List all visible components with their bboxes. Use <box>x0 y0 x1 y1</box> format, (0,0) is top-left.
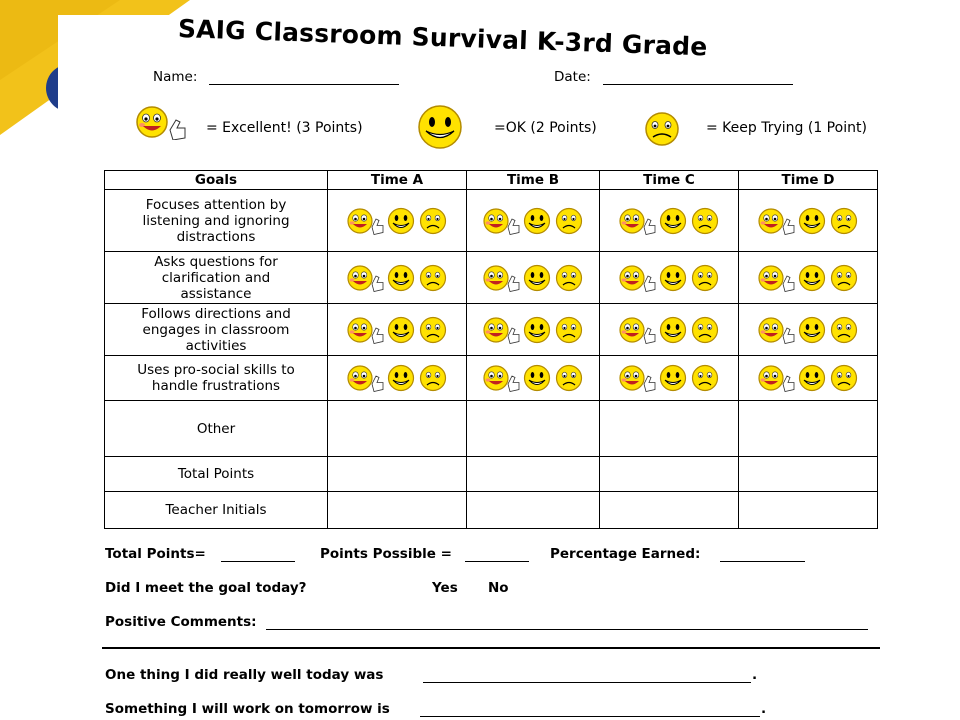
did-well-label: One thing I did really well today was <box>105 667 384 683</box>
keep-trying-face-icon <box>418 316 448 344</box>
entry-cell[interactable] <box>328 492 467 529</box>
keep-trying-face-icon <box>829 207 859 235</box>
excellent-face-icon <box>346 316 384 344</box>
keep-trying-face-icon <box>690 264 720 292</box>
keep-trying-face-icon <box>418 364 448 392</box>
excellent-face-icon <box>757 207 795 235</box>
did-well-field[interactable] <box>423 682 751 683</box>
rating-cell[interactable] <box>739 190 878 252</box>
rating-faces[interactable] <box>739 316 877 344</box>
keep-trying-face-icon <box>554 264 584 292</box>
ok-face-icon <box>658 207 688 235</box>
entry-cell[interactable] <box>600 401 739 457</box>
rating-cell[interactable] <box>467 252 600 304</box>
legend-excellent: = Excellent! (3 Points) <box>206 120 363 136</box>
excellent-face-icon <box>757 264 795 292</box>
keep-trying-face-icon <box>640 112 684 146</box>
divider <box>102 647 880 649</box>
percentage-field[interactable] <box>720 561 805 562</box>
rating-faces[interactable] <box>739 207 877 235</box>
rating-cell[interactable] <box>600 190 739 252</box>
excellent-face-icon <box>134 104 192 140</box>
rating-cell[interactable] <box>467 304 600 356</box>
rating-faces[interactable] <box>600 207 738 235</box>
excellent-face-icon <box>482 364 520 392</box>
ok-face-icon <box>386 364 416 392</box>
entry-cell[interactable] <box>739 492 878 529</box>
keep-trying-face-icon <box>554 364 584 392</box>
page-title: SAIG Classroom Survival K-3rd Grade <box>177 14 708 62</box>
entry-cell[interactable] <box>467 401 600 457</box>
total-points-label: Total Points= <box>105 546 206 562</box>
percentage-label: Percentage Earned: <box>550 546 701 562</box>
table-row <box>105 190 878 252</box>
entry-cell[interactable] <box>328 457 467 492</box>
rating-faces[interactable] <box>600 364 738 392</box>
excellent-face-icon <box>757 364 795 392</box>
ok-face-icon <box>658 364 688 392</box>
excellent-face-icon <box>346 264 384 292</box>
ok-face-icon <box>658 316 688 344</box>
ok-face-icon <box>386 207 416 235</box>
entry-cell[interactable] <box>739 457 878 492</box>
keep-trying-face-icon <box>418 207 448 235</box>
ok-face-icon <box>658 264 688 292</box>
excellent-face-icon <box>757 316 795 344</box>
table-header-row <box>105 171 878 190</box>
rating-faces[interactable] <box>467 316 599 344</box>
excellent-face-icon <box>618 264 656 292</box>
rating-cell[interactable] <box>600 356 739 401</box>
excellent-face-icon <box>482 207 520 235</box>
yes-option[interactable]: Yes <box>432 580 458 596</box>
excellent-face-icon <box>482 316 520 344</box>
legend-keep-trying: = Keep Trying (1 Point) <box>706 120 867 136</box>
positive-comments-label: Positive Comments: <box>105 614 257 630</box>
table-row <box>105 401 878 457</box>
total-points-field[interactable] <box>221 561 295 562</box>
legend-ok: =OK (2 Points) <box>494 120 597 136</box>
excellent-face-icon <box>482 264 520 292</box>
rating-cell[interactable] <box>328 190 467 252</box>
rating-cell[interactable] <box>328 252 467 304</box>
rating-faces[interactable] <box>328 207 466 235</box>
table-row <box>105 252 878 304</box>
ok-face-icon <box>797 316 827 344</box>
excellent-face-icon <box>618 207 656 235</box>
rating-cell[interactable] <box>739 252 878 304</box>
entry-cell[interactable] <box>328 401 467 457</box>
keep-trying-face-icon <box>829 364 859 392</box>
entry-cell[interactable] <box>467 457 600 492</box>
rating-faces[interactable] <box>467 264 599 292</box>
ok-face-icon <box>522 364 552 392</box>
goal-label: Total Points <box>105 457 328 492</box>
entry-cell[interactable] <box>600 457 739 492</box>
rating-faces[interactable] <box>600 264 738 292</box>
work-on-label: Something I will work on tomorrow is <box>105 701 390 717</box>
rating-faces[interactable] <box>467 207 599 235</box>
positive-comments-field[interactable] <box>266 629 868 630</box>
goal-question: Did I meet the goal today? <box>105 580 307 596</box>
keep-trying-face-icon <box>554 207 584 235</box>
no-option[interactable]: No <box>488 580 509 596</box>
ok-face-icon <box>797 207 827 235</box>
entry-cell[interactable] <box>600 492 739 529</box>
column-header-time-a: Time A <box>328 171 467 190</box>
rating-cell[interactable] <box>600 304 739 356</box>
ok-face-icon <box>386 316 416 344</box>
rating-cell[interactable] <box>467 356 600 401</box>
rating-faces[interactable] <box>739 364 877 392</box>
rating-faces[interactable] <box>467 364 599 392</box>
entry-cell[interactable] <box>739 401 878 457</box>
excellent-face-icon <box>346 207 384 235</box>
keep-trying-face-icon <box>690 207 720 235</box>
column-header-time-d: Time D <box>739 171 878 190</box>
column-header-time-b: Time B <box>467 171 600 190</box>
goal-label: Follows directions and engages in classroom activities <box>105 304 328 356</box>
rating-cell[interactable] <box>328 304 467 356</box>
work-on-field[interactable] <box>420 716 760 717</box>
goal-label: Teacher Initials <box>105 492 328 529</box>
rating-faces[interactable] <box>328 264 466 292</box>
points-possible-label: Points Possible = <box>320 546 452 562</box>
ok-face-icon <box>797 264 827 292</box>
column-header-time-c: Time C <box>600 171 739 190</box>
rating-faces[interactable] <box>328 316 466 344</box>
table-row <box>105 356 878 401</box>
rating-cell[interactable] <box>328 356 467 401</box>
date-field[interactable] <box>603 84 793 85</box>
ok-face-icon <box>414 104 466 150</box>
keep-trying-face-icon <box>829 316 859 344</box>
rating-faces[interactable] <box>328 364 466 392</box>
rating-cell[interactable] <box>739 356 878 401</box>
points-possible-field[interactable] <box>465 561 529 562</box>
did-well-period: . <box>752 667 758 683</box>
name-field[interactable] <box>209 84 399 85</box>
rating-faces[interactable] <box>739 264 877 292</box>
keep-trying-face-icon <box>690 316 720 344</box>
keep-trying-face-icon <box>690 364 720 392</box>
excellent-face-icon <box>346 364 384 392</box>
rating-cell[interactable] <box>467 190 600 252</box>
goal-label: Focuses attention by listening and ignoring distractions <box>105 190 328 252</box>
goal-label: Uses pro-social skills to handle frustrations <box>105 356 328 401</box>
keep-trying-face-icon <box>554 316 584 344</box>
goal-label: Asks questions for clarification and assistance <box>105 252 328 304</box>
ok-face-icon <box>386 264 416 292</box>
rating-faces[interactable] <box>600 316 738 344</box>
rating-cell[interactable] <box>739 304 878 356</box>
excellent-face-icon <box>618 316 656 344</box>
ok-face-icon <box>522 264 552 292</box>
goal-label: Other <box>105 401 328 457</box>
work-on-period: . <box>761 701 767 717</box>
table-row <box>105 492 878 529</box>
excellent-face-icon <box>618 364 656 392</box>
ok-face-icon <box>522 316 552 344</box>
ok-face-icon <box>522 207 552 235</box>
name-label: Name: <box>153 69 198 85</box>
entry-cell[interactable] <box>467 492 600 529</box>
keep-trying-face-icon <box>829 264 859 292</box>
goals-table <box>104 170 878 529</box>
table-row <box>105 457 878 492</box>
ok-face-icon <box>797 364 827 392</box>
table-row <box>105 304 878 356</box>
rating-cell[interactable] <box>600 252 739 304</box>
column-header-goals: Goals <box>105 171 328 190</box>
keep-trying-face-icon <box>418 264 448 292</box>
date-label: Date: <box>554 69 591 85</box>
